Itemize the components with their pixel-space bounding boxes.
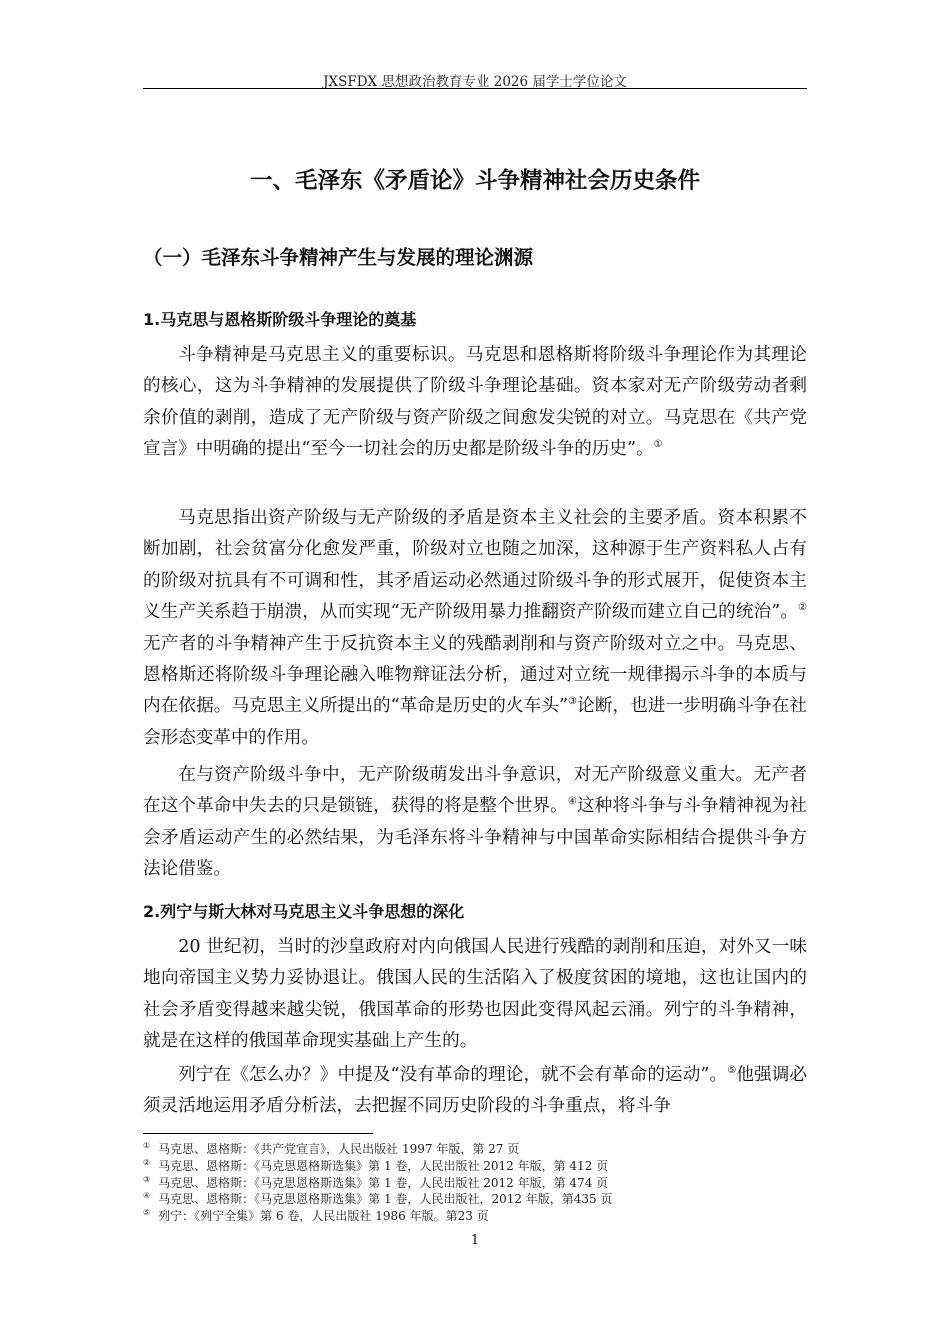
footnote-ref[interactable]: ③ bbox=[567, 696, 578, 708]
footnote: ⑤ 列宁：《列宁全集》第 6 卷，人民出版社 1986 年版。第23 页 bbox=[143, 1208, 489, 1224]
subsection-title-2: 2.列宁与斯大林对马克思主义斗争思想的深化 bbox=[143, 902, 465, 921]
paragraph: 马克思指出资产阶级与无产阶级的矛盾是资本主义社会的主要矛盾。资本积累不断加剧，社会贫富分化愈发严重，阶级对立也随之加深，这种源于生产资料私人占有的阶级对抗具有不可调和性，其矛盾运动必然通过阶级斗争的形式展开，促使资本主义生产关系趋于崩溃，从而实现“无产阶级用暴力推翻资产阶级而建立自己的统治”。②无产者的斗争精神产生于反抗资本主义的残酷剥削和与资产阶级对立之中。马克思、恩格斯还将阶级斗争理论融入唯物辩证法分析，通过对立统一规律揭示斗争的本质与内在依据。马克思主义所提出的“革命是历史的火车头”③论断，也进一步明确斗争在社会形态变革中的作用。 bbox=[143, 508, 807, 748]
footnote-ref[interactable]: ② bbox=[798, 602, 807, 614]
paragraph: 20 世纪初，当时的沙皇政府对内向俄国人民进行残酷的剥削和压迫，对外又一味地向帝国主义势力妥协退让。俄国人民的生活陷入了极度贫困的境地，这也让国内的社会矛盾变得越来越尖锐，俄国革命的形势也因此变得风起云涌。列宁的斗争精神，就是在这样的俄国革命现实基础上产生的。 bbox=[143, 937, 807, 1052]
header-rule bbox=[143, 88, 807, 89]
footnote-ref[interactable]: ④ bbox=[567, 796, 577, 808]
chapter-title: 一、毛泽东《矛盾论》斗争精神社会历史条件 bbox=[249, 168, 700, 194]
footnote: ② 马克思、恩格斯：《马克思恩格斯选集》第 1 卷，人民出版社 2012 年版，第 412 页 bbox=[143, 1157, 609, 1173]
paragraph: 斗争精神是马克思主义的重要标识。马克思和恩格斯将阶级斗争理论作为其理论的核心，这为斗争精神的发展提供了阶级斗争理论基础。资本家对无产阶级劳动者剩余价值的剥削，造成了无产阶级与资产阶级之间愈发尖锐的对立。马克思在《共产党宣言》中明确的提出“至今一切社会的历史都是阶级斗争的历史”。① bbox=[143, 345, 807, 460]
footnote: ③ 马克思、恩格斯：《马克思恩格斯选集》第 1 卷，人民出版社 2012 年版，第 474 页 bbox=[143, 1174, 609, 1190]
footnotes bbox=[143, 1141, 807, 1225]
footnote-ref[interactable]: ① bbox=[653, 439, 663, 451]
running-header: JXSFDX 思想政治教育专业 2026 届学士学位论文 bbox=[323, 74, 627, 90]
footnote-separator bbox=[143, 1133, 373, 1134]
footnote-ref[interactable]: ⑤ bbox=[727, 1065, 737, 1077]
paragraph: 在与资产阶级斗争中，无产阶级萌发出斗争意识，对无产阶级意义重大。无产者在这个革命中失去的只是锁链，获得的将是整个世界。④这种将斗争与斗争精神视为社会矛盾运动产生的必然结果，为毛泽东将斗争精神与中国革命实际相结合提供斗争方法论借鉴。 bbox=[143, 765, 807, 880]
subsection-title-1: 1.马克思与恩格斯阶级斗争理论的奠基 bbox=[143, 310, 417, 329]
footnote: ① 马克思、恩格斯：《共产党宣言》，人民出版社 1997 年版，第 27 页 bbox=[143, 1141, 520, 1156]
footnote: ④ 马克思、恩格斯：《马克思恩格斯选集》第 1 卷，人民出版社，2012 年版，第435 页 bbox=[143, 1191, 613, 1207]
page-number: 1 bbox=[470, 1233, 480, 1248]
paragraph: 列宁在《怎么办？》中提及“没有革命的理论，就不会有革命的运动”。⑤他强调必须灵活地运用矛盾分析法，去把握不同历史阶段的斗争重点，将斗争 bbox=[143, 1065, 807, 1117]
section-title: （一）毛泽东斗争精神产生与发展的理论渊源 bbox=[143, 246, 534, 269]
